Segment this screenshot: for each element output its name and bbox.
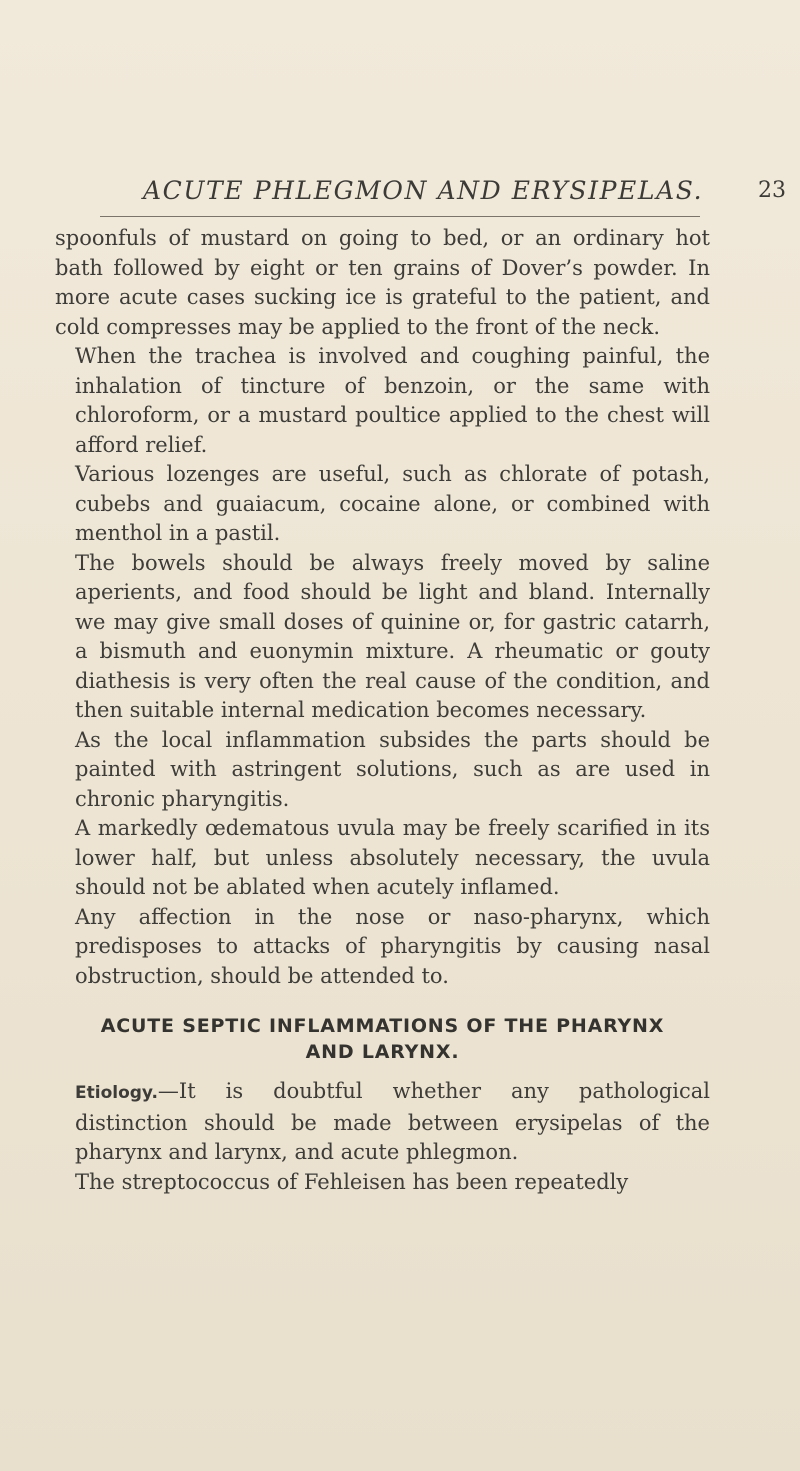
paragraph-1: spoonfuls of mustard on going to bed, or an ordinary hot bath followed by eight or ten grains of Dover’s powder. In more acute cases sucking ice is grateful to the patient, and cold compresses may be applied to the front of the neck. bbox=[55, 226, 710, 339]
etiology-label: Etiology. bbox=[75, 1083, 158, 1103]
paragraph-6: A markedly œdematous uvula may be freely scarified in its lower half, but unless absolutely necessary, the uvula should not be ablated when acutely inflamed. bbox=[75, 816, 710, 899]
etiology-text: —It is doubtful whether any pathological distinction should be made between erysipelas of the pharynx and larynx, and acute phlegmon. bbox=[75, 1079, 710, 1164]
section-heading-line-1: ACUTE SEPTIC INFLAMMATIONS OF THE PHARYNX bbox=[100, 1015, 665, 1037]
page-number: 23 bbox=[758, 178, 786, 203]
section-heading-line-2: AND LARYNX. bbox=[305, 1041, 460, 1063]
running-head bbox=[100, 176, 790, 216]
paragraph-3: Various lozenges are useful, such as chlorate of potash, cubebs and guaiacum, cocaine alone, or combined with menthol in a pastil. bbox=[75, 462, 710, 545]
paragraph-5: As the local inflammation subsides the parts should be painted with astringent solutions, such as are used in chronic pharyngitis. bbox=[75, 727, 710, 811]
body-text bbox=[55, 224, 710, 1197]
paragraph-7: Any affection in the nose or naso-pharynx, which predisposes to attacks of pharyngitis by causing nasal obstruction, should be attended to. bbox=[75, 904, 710, 988]
section-heading bbox=[55, 1013, 710, 1065]
running-title: ACUTE PHLEGMON AND ERYSIPELAS. bbox=[143, 176, 704, 205]
paragraph-4: The bowels should be always freely moved by saline aperients, and food should be light and bland. Internally we may give small doses of quinine or, for gastric catarrh, a bismuth and euonymin mixture. A rheumatic or gouty diathesis is very often the real cause of the condition, and then suitable internal medication becomes necessary. bbox=[75, 550, 710, 722]
etiology-paragraph bbox=[55, 1077, 710, 1168]
paragraph-2: When the trachea is involved and coughing painful, the inhalation of tincture of benzoin, or the same with chloroform, or a mustard poultice applied to the chest will afford relief. bbox=[75, 344, 710, 457]
paragraph-last: The streptococcus of Fehleisen has been repeatedly bbox=[75, 1169, 629, 1194]
header-rule bbox=[100, 216, 700, 217]
